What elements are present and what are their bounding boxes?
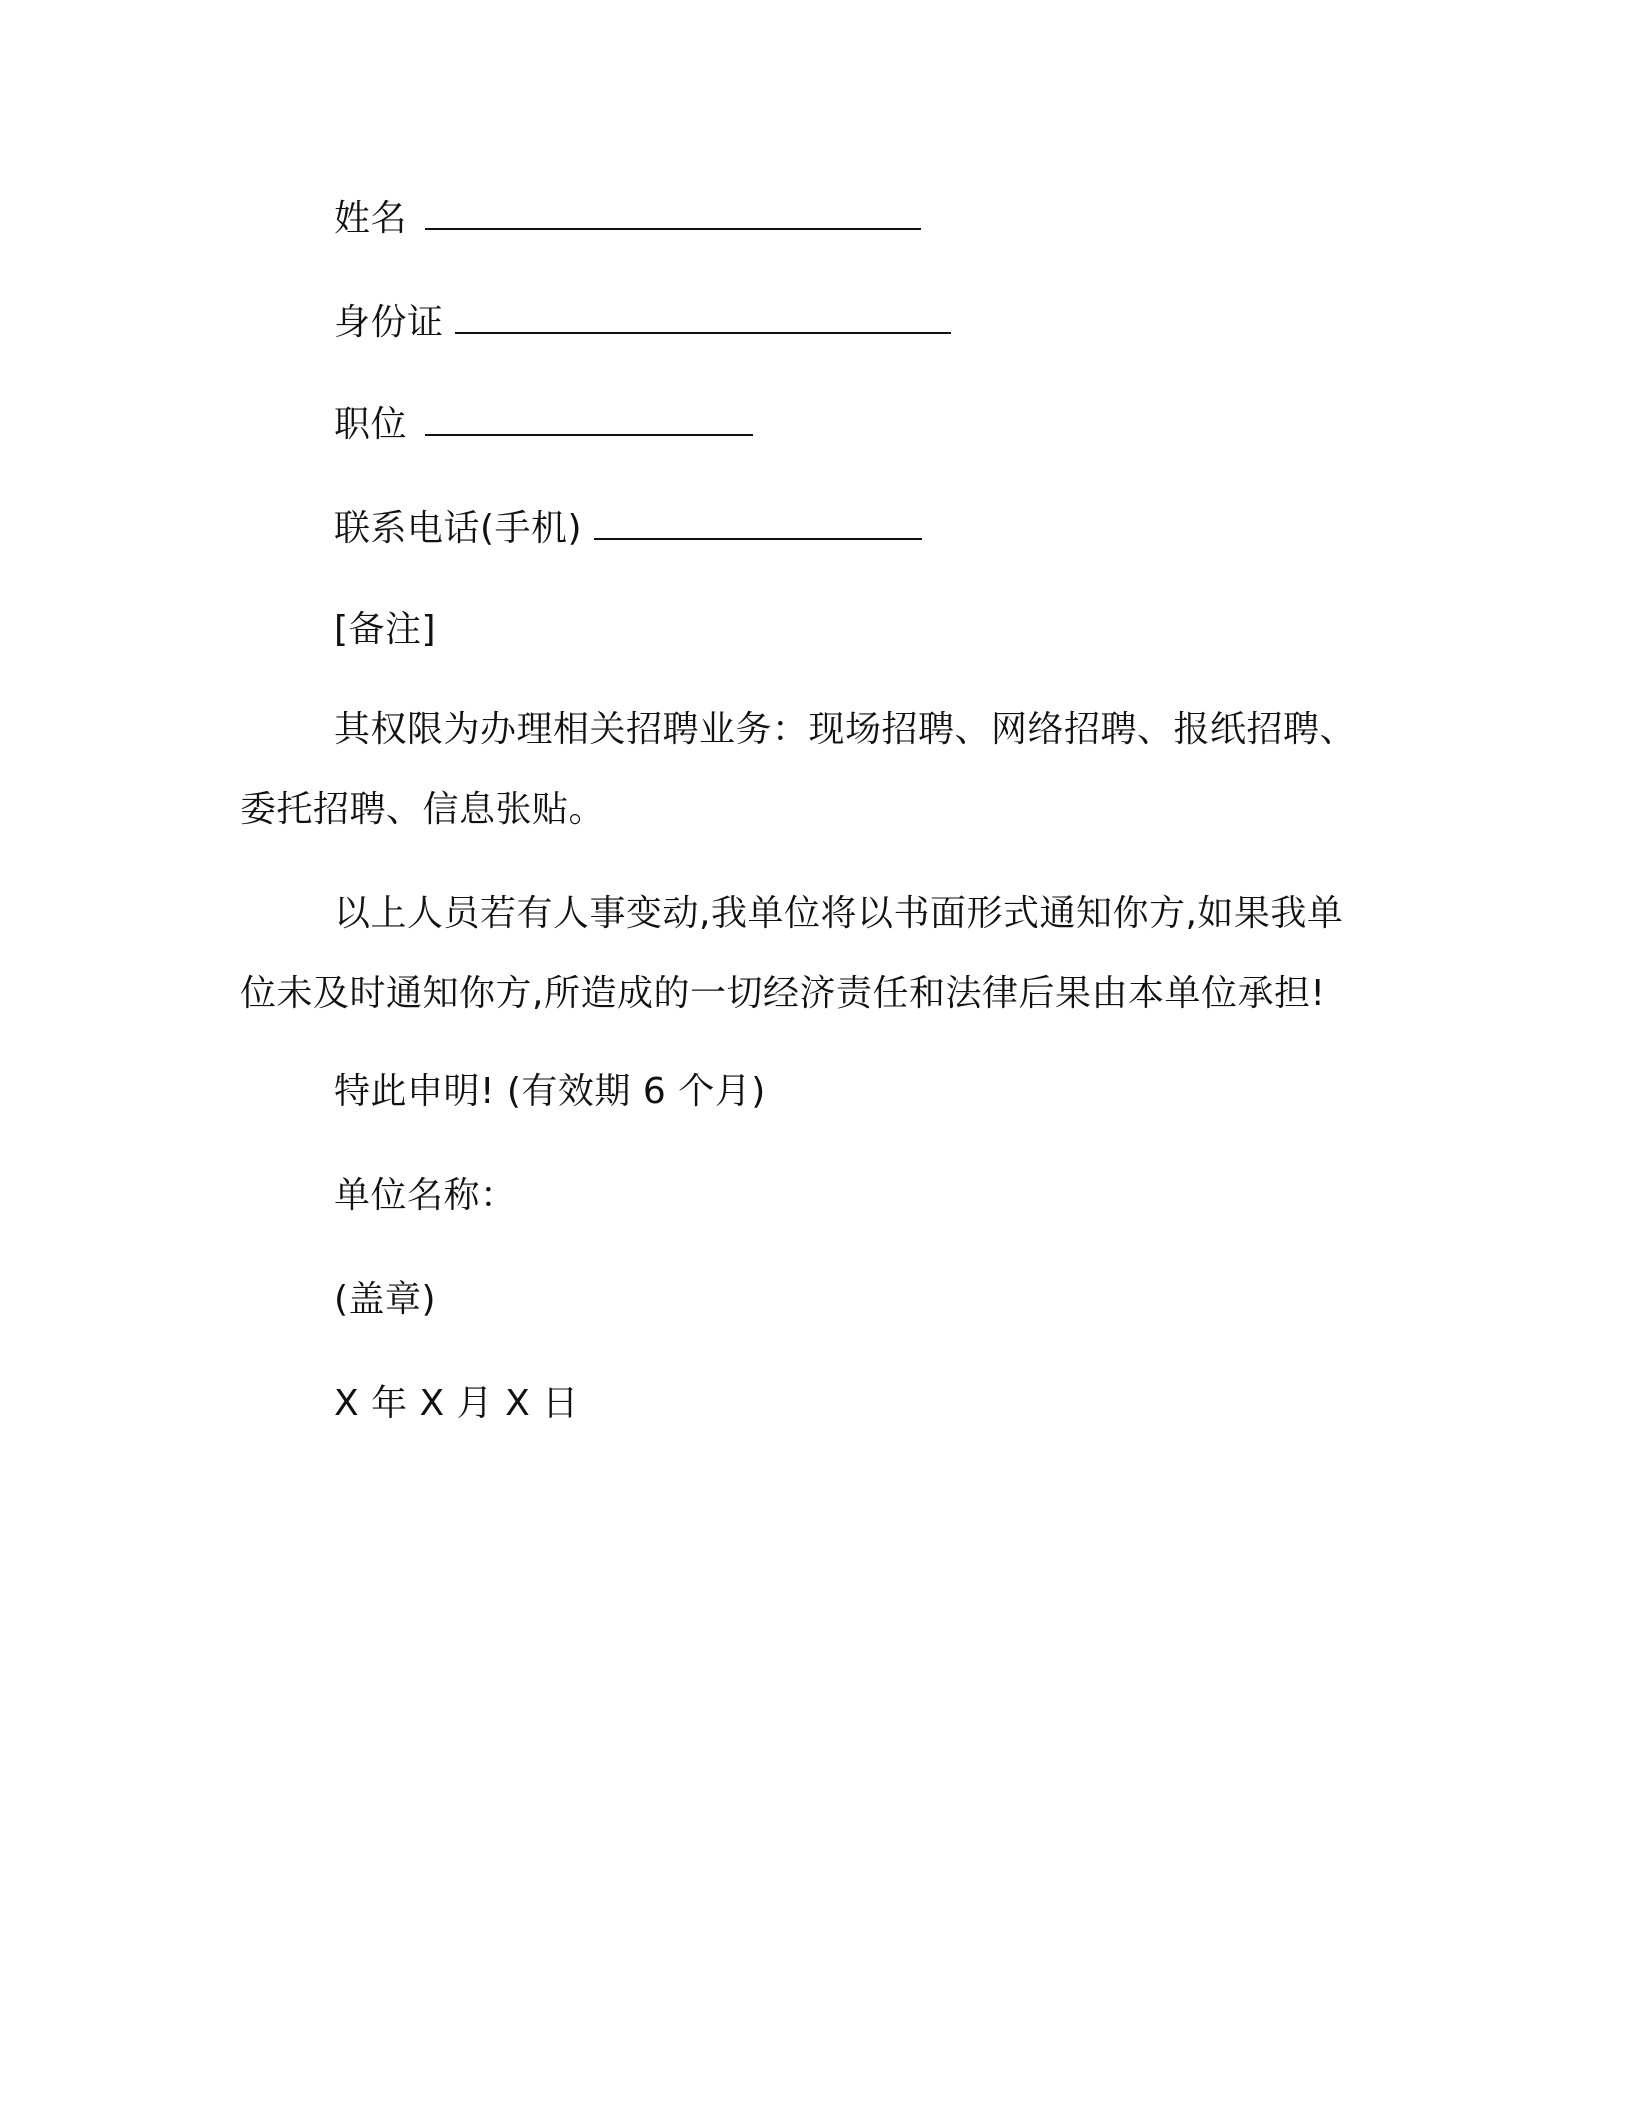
position-label: 职位 <box>334 404 408 445</box>
name-label: 姓名 <box>334 198 408 239</box>
position-blank-line <box>425 400 753 436</box>
notice-paragraph: 以上人员若有人事变动,我单位将以书面形式通知你方,如果我单位未及时通知你方,所造成的一切经济责任和法律后果由本单位承担! <box>240 893 1344 1014</box>
date-line: X 年 X 月 X 日 <box>334 1383 579 1424</box>
authority-paragraph: 其权限为办理相关招聘业务：现场招聘、网络招聘、报纸招聘、委托招聘、信息张贴。 <box>240 709 1357 830</box>
declaration-line: 特此申明! (有效期 6 个月) <box>334 1071 766 1112</box>
name-field <box>334 194 921 243</box>
seal-label: (盖章) <box>334 1279 437 1320</box>
phone-label: 联系电话(手机) <box>334 508 583 549</box>
position-field <box>334 400 753 449</box>
id-label: 身份证 <box>334 302 444 343</box>
id-field <box>334 298 951 347</box>
unit-name-label: 单位名称： <box>334 1175 517 1216</box>
remarks-label: [备注] <box>334 609 437 650</box>
name-blank-line <box>425 194 921 230</box>
phone-field <box>334 504 922 553</box>
id-blank-line <box>455 298 951 334</box>
phone-blank-line <box>594 504 922 540</box>
